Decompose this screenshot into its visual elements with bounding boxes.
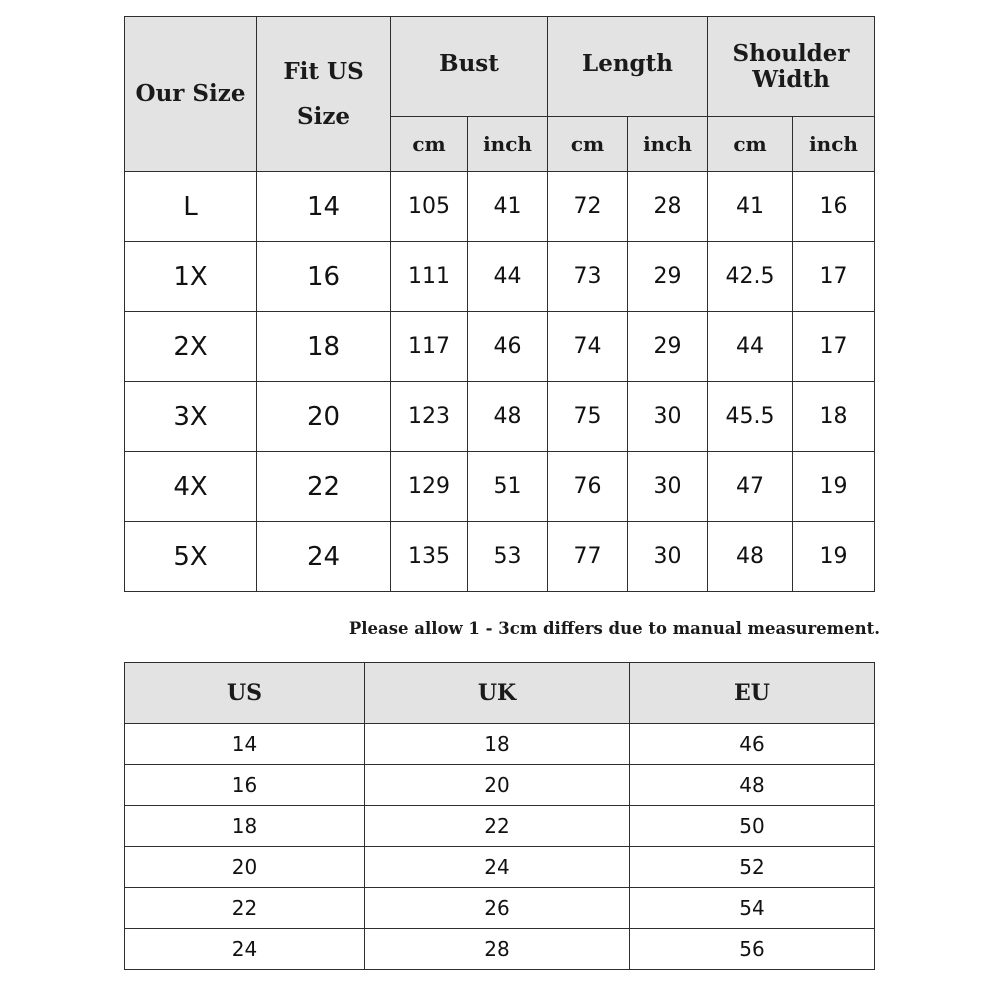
header-uk: UK bbox=[365, 663, 630, 724]
cell-us: 16 bbox=[125, 765, 365, 806]
cell-eu: 50 bbox=[630, 806, 875, 847]
cell-fit-us: 20 bbox=[257, 382, 391, 452]
cell-size: 5X bbox=[125, 522, 257, 592]
size-chart-table bbox=[124, 16, 875, 592]
header-bust: Bust bbox=[391, 17, 548, 117]
cell-us: 24 bbox=[125, 929, 365, 970]
cell-length-inch: 29 bbox=[628, 312, 708, 382]
header-fit-us-size bbox=[257, 17, 391, 172]
table-row bbox=[125, 765, 875, 806]
header-bust-cm: cm bbox=[391, 117, 468, 172]
cell-us: 14 bbox=[125, 724, 365, 765]
cell-bust-inch: 41 bbox=[468, 172, 548, 242]
cell-bust-cm: 123 bbox=[391, 382, 468, 452]
cell-eu: 56 bbox=[630, 929, 875, 970]
cell-length-cm: 73 bbox=[548, 242, 628, 312]
cell-bust-inch: 53 bbox=[468, 522, 548, 592]
header-our-size: Our Size bbox=[125, 17, 257, 172]
cell-length-cm: 72 bbox=[548, 172, 628, 242]
cell-bust-cm: 129 bbox=[391, 452, 468, 522]
cell-us: 20 bbox=[125, 847, 365, 888]
cell-shoulder-inch: 16 bbox=[793, 172, 875, 242]
cell-bust-cm: 117 bbox=[391, 312, 468, 382]
cell-fit-us: 16 bbox=[257, 242, 391, 312]
table-row bbox=[125, 312, 875, 382]
table-row bbox=[125, 242, 875, 312]
cell-shoulder-cm: 47 bbox=[708, 452, 793, 522]
cell-shoulder-inch: 17 bbox=[793, 312, 875, 382]
cell-bust-inch: 44 bbox=[468, 242, 548, 312]
cell-shoulder-cm: 44 bbox=[708, 312, 793, 382]
cell-fit-us: 24 bbox=[257, 522, 391, 592]
cell-shoulder-cm: 41 bbox=[708, 172, 793, 242]
table-row bbox=[125, 847, 875, 888]
table-row bbox=[125, 724, 875, 765]
cell-bust-cm: 105 bbox=[391, 172, 468, 242]
cell-uk: 26 bbox=[365, 888, 630, 929]
cell-bust-cm: 111 bbox=[391, 242, 468, 312]
cell-eu: 48 bbox=[630, 765, 875, 806]
cell-length-inch: 28 bbox=[628, 172, 708, 242]
cell-shoulder-inch: 19 bbox=[793, 522, 875, 592]
cell-uk: 18 bbox=[365, 724, 630, 765]
table-row bbox=[125, 172, 875, 242]
cell-fit-us: 22 bbox=[257, 452, 391, 522]
cell-bust-inch: 51 bbox=[468, 452, 548, 522]
cell-bust-cm: 135 bbox=[391, 522, 468, 592]
table-row bbox=[125, 806, 875, 847]
header-fit-us-line1: Fit US bbox=[283, 57, 364, 85]
cell-length-cm: 76 bbox=[548, 452, 628, 522]
cell-length-cm: 77 bbox=[548, 522, 628, 592]
table-row bbox=[125, 452, 875, 522]
cell-shoulder-inch: 17 bbox=[793, 242, 875, 312]
cell-size: 1X bbox=[125, 242, 257, 312]
cell-us: 18 bbox=[125, 806, 365, 847]
header-bust-inch: inch bbox=[468, 117, 548, 172]
cell-fit-us: 18 bbox=[257, 312, 391, 382]
cell-shoulder-cm: 45.5 bbox=[708, 382, 793, 452]
header-fit-us-line2: Size bbox=[296, 103, 351, 130]
cell-shoulder-cm: 48 bbox=[708, 522, 793, 592]
cell-length-cm: 74 bbox=[548, 312, 628, 382]
header-eu: EU bbox=[630, 663, 875, 724]
cell-eu: 52 bbox=[630, 847, 875, 888]
cell-eu: 54 bbox=[630, 888, 875, 929]
header-length: Length bbox=[548, 17, 708, 117]
header-length-inch: inch bbox=[628, 117, 708, 172]
header-shoulder-inch: inch bbox=[793, 117, 875, 172]
cell-uk: 28 bbox=[365, 929, 630, 970]
header-length-cm: cm bbox=[548, 117, 628, 172]
cell-length-inch: 30 bbox=[628, 522, 708, 592]
cell-size: 2X bbox=[125, 312, 257, 382]
cell-size: 4X bbox=[125, 452, 257, 522]
cell-eu: 46 bbox=[630, 724, 875, 765]
cell-shoulder-inch: 18 bbox=[793, 382, 875, 452]
header-shoulder-line2: Width bbox=[752, 65, 830, 93]
cell-size: L bbox=[125, 172, 257, 242]
header-shoulder-cm: cm bbox=[708, 117, 793, 172]
cell-length-inch: 29 bbox=[628, 242, 708, 312]
header-us: US bbox=[125, 663, 365, 724]
cell-uk: 20 bbox=[365, 765, 630, 806]
table-row bbox=[125, 522, 875, 592]
table-row bbox=[125, 929, 875, 970]
table-row bbox=[125, 382, 875, 452]
size-conversion-table bbox=[124, 662, 875, 970]
cell-uk: 22 bbox=[365, 806, 630, 847]
header-shoulder-width bbox=[708, 17, 875, 117]
cell-fit-us: 14 bbox=[257, 172, 391, 242]
header-shoulder-line1: Shoulder bbox=[732, 40, 850, 68]
cell-shoulder-cm: 42.5 bbox=[708, 242, 793, 312]
cell-us: 22 bbox=[125, 888, 365, 929]
table-row bbox=[125, 888, 875, 929]
measurement-note: Please allow 1 - 3cm differs due to manual measurement. bbox=[348, 619, 880, 638]
cell-bust-inch: 46 bbox=[468, 312, 548, 382]
cell-length-cm: 75 bbox=[548, 382, 628, 452]
cell-length-inch: 30 bbox=[628, 452, 708, 522]
cell-uk: 24 bbox=[365, 847, 630, 888]
cell-shoulder-inch: 19 bbox=[793, 452, 875, 522]
cell-bust-inch: 48 bbox=[468, 382, 548, 452]
cell-size: 3X bbox=[125, 382, 257, 452]
cell-length-inch: 30 bbox=[628, 382, 708, 452]
